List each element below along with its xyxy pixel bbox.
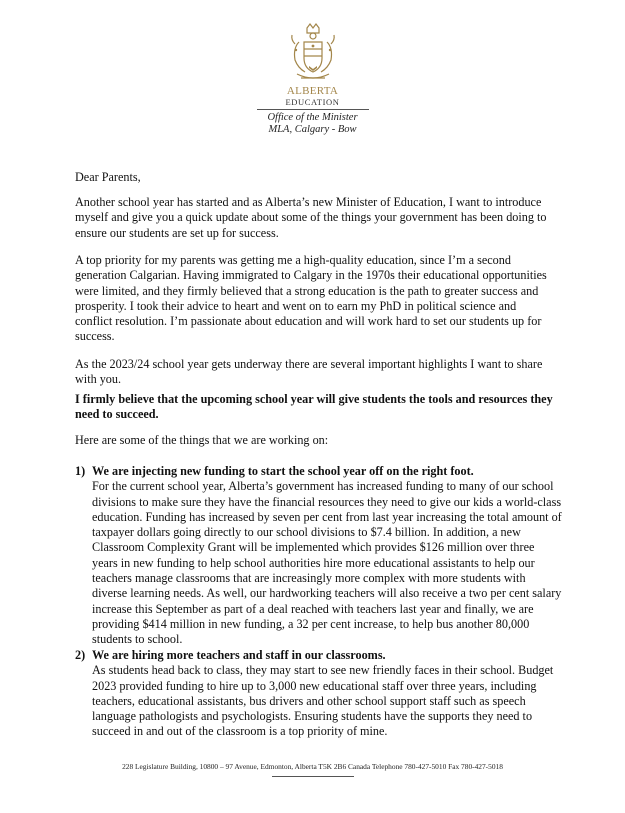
org-name: ALBERTA xyxy=(286,85,339,97)
list-item-number: 2) xyxy=(75,648,86,662)
list-item-text: As students head back to class, they may start to see new friendly faces in their school. Budget 2023 provided funding to hire up to 3,000 new educational staff over three years, including teachers, educational assistants, bus drivers and other school support staff such as speech language pathologists and psychologists. Ensuring students have the supports they need to succeed in and out of the classroom is a top priority of mine. xyxy=(92,663,554,739)
office-title: Office of the Minister xyxy=(267,112,358,123)
list-intro: Here are some of the things that we are working on: xyxy=(75,433,329,447)
list-item-text: For the current school year, Alberta’s government has increased funding to many of our school divisions to make sure they have the financial resources they need to give our kids a world-class education. Funding has increased by seven per cent from last year increasing the total amount of taxpayer dollars going directly to our school divisions to $7.4 billion. In addition, a new Classroom Complexity Grant will be implemented which provides $126 million over three years in new funding to help school authorities hire more educational assistants to help our teachers manage classrooms that are increasingly more complex with more students with diverse learning needs. As well, our hardworking teachers will also receive a two per cent salary increase this September as part of a deal reached with teachers last year and finally, we are providing $414 million in new funding, a 32 per cent increase, to help bus another 80,000 students to school. xyxy=(92,479,562,647)
footer-address: 228 Legislature Building, 10800 – 97 Avenue, Edmonton, Alberta T5K 2B6 Canada Telephone 780-427-5010 Fax 780-427-5018 xyxy=(122,762,503,771)
paragraph-highlights: As the 2023/24 school year gets underway there are several important highlights I want to share with you. xyxy=(75,357,543,387)
alberta-coat-of-arms-icon xyxy=(287,22,339,84)
bold-statement: I firmly believe that the upcoming school year will give students the tools and resources they need to succeed. xyxy=(75,392,553,422)
footer-divider xyxy=(272,776,354,777)
office-riding: MLA, Calgary - Bow xyxy=(268,124,357,135)
paragraph-intro: Another school year has started and as Alberta’s new Minister of Education, I want to introduce myself and give you a quick update about some of the things your government has been doing to ensure our students are set up for success. xyxy=(75,195,547,240)
paragraph-background: A top priority for my parents was getting me a high-quality education, since I’m a second generation Calgarian. Having immigrated to Calgary in the 1970s their educational opportunities were limited, and they firmly believed that a strong education is the path to greater success and prosperity. I took their advice to heart and went on to earn my PhD in political science and conflict resolution. I’m passionate about education and will work hard to set our students up for success. xyxy=(75,253,547,344)
office-block xyxy=(0,112,625,136)
letterhead-divider xyxy=(257,109,369,110)
list-item-heading: We are injecting new funding to start the school year off on the right foot. xyxy=(92,464,474,478)
list-item-heading: We are hiring more teachers and staff in our classrooms. xyxy=(92,648,386,662)
org-division: EDUCATION xyxy=(285,97,340,107)
salutation: Dear Parents, xyxy=(75,170,141,184)
list-item-number: 1) xyxy=(75,464,86,478)
